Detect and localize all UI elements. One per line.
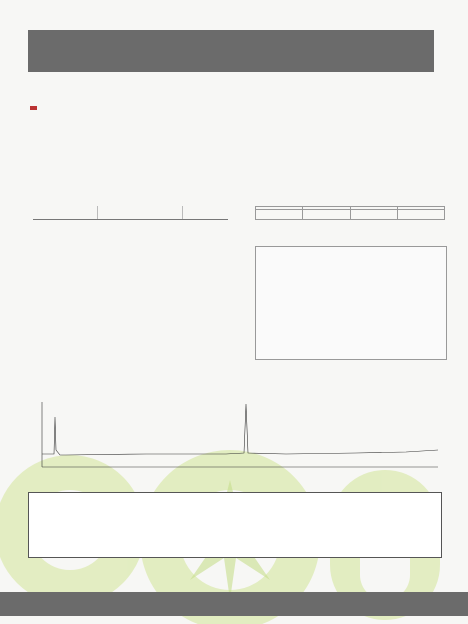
report-header-bar	[28, 30, 434, 72]
chromatogram-trace	[42, 404, 438, 455]
footer-bar	[0, 592, 468, 616]
total-thc-pct	[303, 210, 350, 220]
cannabinoid-table	[33, 206, 228, 220]
totals-value-row	[256, 210, 445, 220]
comments-box	[255, 246, 447, 360]
table-header-row	[33, 206, 228, 220]
total-cbd-pct	[397, 210, 444, 220]
total-thc-mg	[256, 210, 303, 220]
col-percent-header	[183, 206, 229, 220]
col-name-header	[33, 206, 98, 220]
cannabinoid-bar-chart	[28, 492, 442, 558]
logo-tagline-row	[30, 106, 100, 112]
col-concentration-header	[98, 206, 183, 220]
totals-table	[255, 206, 445, 220]
us-flag-icon	[30, 106, 37, 110]
total-cbd-mg	[350, 210, 397, 220]
chromatogram	[26, 392, 446, 484]
empe-logo	[30, 104, 100, 112]
